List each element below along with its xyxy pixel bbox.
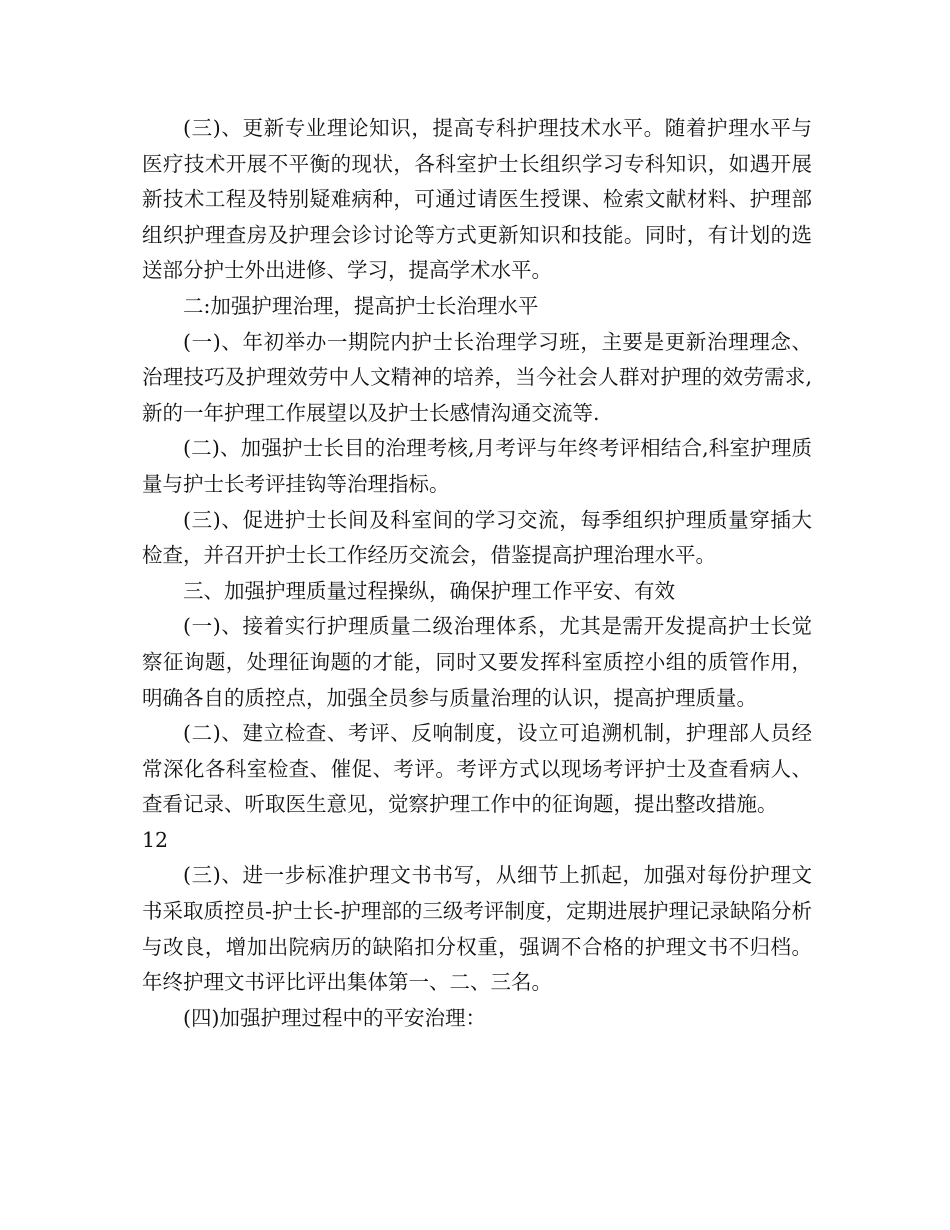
section-heading-3: 三、加强护理质量过程操纵，确保护理工作平安、有效 — [183, 578, 675, 603]
paragraph-inspection: (二)、建立检查、考评、反响制度，设立可追溯机制，护理部人员经常深化各科室检查、催促、考评。考评方式以现场考评护士及查看病人、查看记录、听取医生意见，觉察护理工作中的征询题，提出整改措施。 — [142, 721, 812, 817]
paragraph-quality-system: (一)、接着实行护理质量二级治理体系，尤其是需开发提高护士长觉察征询题，处理征询题的才能，同时又要发挥科室质控小组的质管作用，明确各自的质控点，加强全员参与质量治理的认识，提高护理质量。 — [142, 614, 812, 710]
document-body — [142, 111, 812, 1036]
paragraph-safety: (四)加强护理过程中的平安治理： — [183, 1005, 486, 1030]
paragraph-update-knowledge: (三)、更新专业理论知识，提高专科护理技术水平。随着护理水平与医疗技术开展不平衡的现状，各科室护士长组织学习专科知识，如遇开展新技术工程及特别疑难病种，可通过请医生授课、检索文献材料、护理部组织护理查房及护理会诊讨论等方式更新知识和技能。同时，有计划的选送部分护士外出进修、学习，提高学术水平。 — [142, 116, 812, 283]
paragraph-documents: (三)、进一步标准护理文书书写，从细节上抓起，加强对每份护理文书采取质控员-护士长-护理部的三级考评制度，定期进展护理记录缺陷分析与改良，增加出院病历的缺陷扣分权重，强调不合格的护理文书不归档。年终护理文书评比评出集体第一、二、三名。 — [142, 863, 812, 995]
page-number: 12 — [142, 827, 169, 852]
paragraph-assessment: (二)、加强护士长目的治理考核,月考评与年终考评相结合,科室护理质量与护士长考评挂钩等治理指标。 — [142, 436, 812, 496]
paragraph-exchange: (三)、促进护士长间及科室间的学习交流，每季组织护理质量穿插大检查，并召开护士长工作经历交流会，借鉴提高护理治理水平。 — [142, 507, 812, 568]
paragraph-training-class: (一)、年初举办一期院内护士长治理学习班，主要是更新治理理念、治理技巧及护理效劳中人文精神的培养，当今社会人群对护理的效劳需求,新的一年护理工作展望以及护士长感情沟通交流等. — [142, 329, 812, 425]
section-heading-2: 二:加强护理治理，提高护士长治理水平 — [183, 293, 539, 318]
